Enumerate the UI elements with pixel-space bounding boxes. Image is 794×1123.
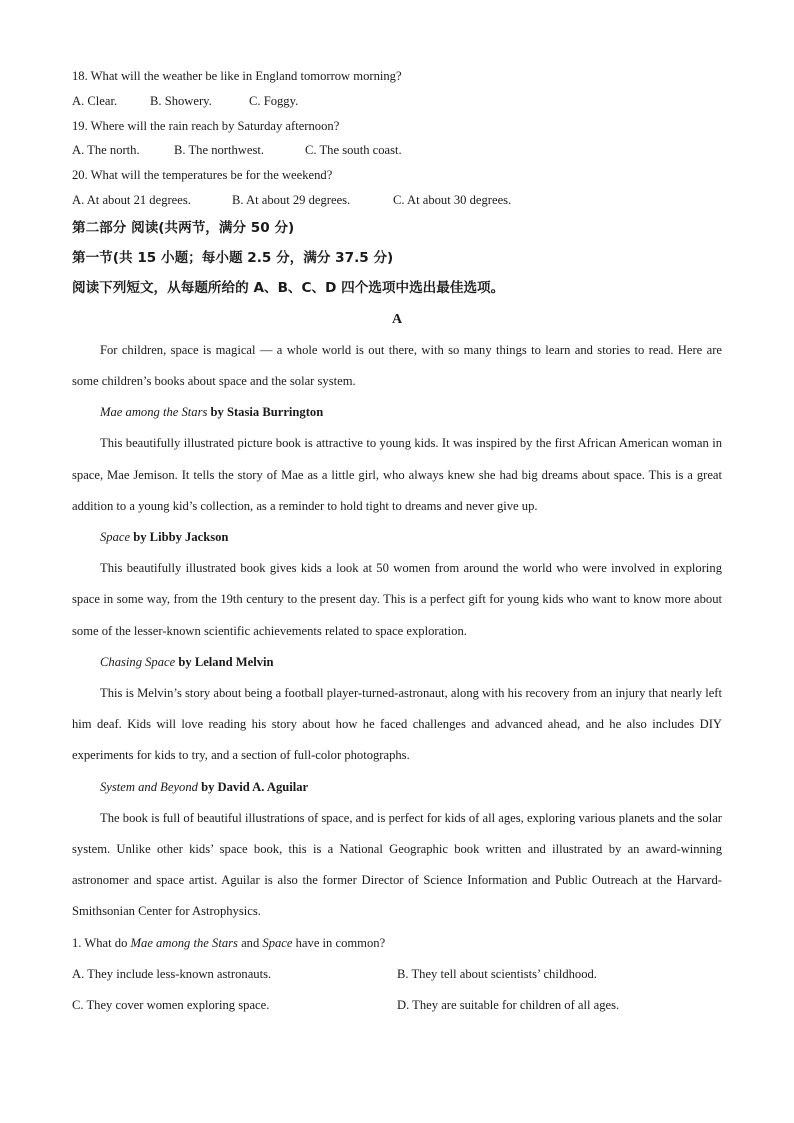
- option-d: D. They are suitable for children of all ages.: [397, 998, 620, 1013]
- question-1-middle: and: [237, 935, 263, 950]
- book-description: The book is full of beautiful illustrations of space, and is perfect for kids of all ages, exploring various planets and the solar system. Unlike other kids’ space book, this is a National Geographic book written and illustrated by an award-winning astronomer and space artist. Aguilar is also the former Director of Science Information and Public Outreach at the Harvard-Smithsonian Center for Astrophysics.: [72, 810, 722, 919]
- subsection-heading: 第一节(共 15 小题；每小题 2.5 分，满分 37.5 分): [72, 249, 394, 266]
- question-1-suffix: have in common?: [292, 935, 386, 950]
- book-title: Space: [100, 530, 131, 544]
- book-title: Mae among the Stars: [100, 405, 208, 420]
- question-1-title-1: Mae among the Stars: [130, 935, 238, 950]
- option-a: A. They include less-known astronauts.: [72, 966, 272, 981]
- listening-questions: [72, 64, 722, 213]
- question-1-prefix: 1. What do: [72, 935, 131, 950]
- option-a: A. The north.: [72, 143, 140, 158]
- book-description: This beautifully illustrated picture book is attractive to young kids. It was inspired by the first African American woman in space, Mae Jemison. It tells the story of Mae as a little girl, who always knew she had big dreams about space. This is a great addition to a young kid’s collection, as a reminder to hold tight to dreams and never give up.: [72, 436, 722, 513]
- passage-intro: For children, space is magical — a whole world is out there, with so many things to learn and stories to read. Here are some children’s books about space and the solar system.: [72, 342, 722, 388]
- question-1-options-row-2: [72, 990, 722, 1021]
- question-18-options: [72, 89, 722, 114]
- question-1-options-row-1: [72, 959, 722, 990]
- exam-page: [72, 64, 722, 1021]
- option-a: A. Clear.: [72, 93, 118, 108]
- option-b: B. At about 29 degrees.: [232, 192, 351, 207]
- book-author: by Stasia Burrington: [207, 405, 324, 420]
- book-description: This beautifully illustrated book gives kids a look at 50 women from around the world who were involved in exploring space in some way, from the 19th century to the present day. This is a perfect gift for young kids who want to know more about some of the lesser-known scientific achievements related to space exploration.: [72, 561, 722, 638]
- book-title-line: [72, 522, 722, 553]
- book-author: by David A. Aguilar: [197, 779, 309, 794]
- book-title: System and Beyond: [100, 779, 198, 794]
- book-title-line: [72, 647, 722, 678]
- question-19-options: [72, 138, 722, 163]
- passage-label: A: [391, 311, 403, 327]
- book-title-line: [72, 397, 722, 428]
- book-author: by Leland Melvin: [175, 654, 274, 669]
- section-heading: 第二部分 阅读(共两节，满分 50 分): [72, 219, 295, 236]
- option-c: C. The south coast.: [305, 143, 402, 158]
- option-b: B. They tell about scientists’ childhood.: [397, 966, 597, 981]
- option-c: C. Foggy.: [249, 93, 299, 108]
- question-18: 18. What will the weather be like in England tomorrow morning?: [72, 69, 402, 83]
- option-a: A. At about 21 degrees.: [72, 192, 191, 207]
- option-b: B. The northwest.: [174, 143, 265, 158]
- question-20: 20. What will the temperatures be for the weekend?: [72, 168, 333, 183]
- book-description: This is Melvin’s story about being a football player-turned-astronaut, along with his recovery from an injury that nearly left him deaf. Kids will love reading his story about how he faced challenges and advanced ahead, and he also includes DIY experiments for kids to try, and a section of full-color photographs.: [72, 686, 722, 763]
- option-c: C. They cover women exploring space.: [72, 998, 270, 1013]
- book-author: by Libby Jackson: [130, 530, 229, 544]
- question-1: [72, 928, 722, 959]
- book-title-line: [72, 772, 722, 803]
- question-1-title-2: Space: [262, 935, 293, 950]
- book-title: Chasing Space: [100, 654, 176, 669]
- section-instruction: 阅读下列短文，从每题所给的 A、B、C、D 四个选项中选出最佳选项。: [72, 279, 505, 296]
- option-b: B. Showery.: [150, 93, 212, 108]
- option-c: C. At about 30 degrees.: [393, 192, 512, 207]
- question-19: 19. Where will the rain reach by Saturday afternoon?: [72, 118, 340, 133]
- question-20-options: [72, 188, 722, 213]
